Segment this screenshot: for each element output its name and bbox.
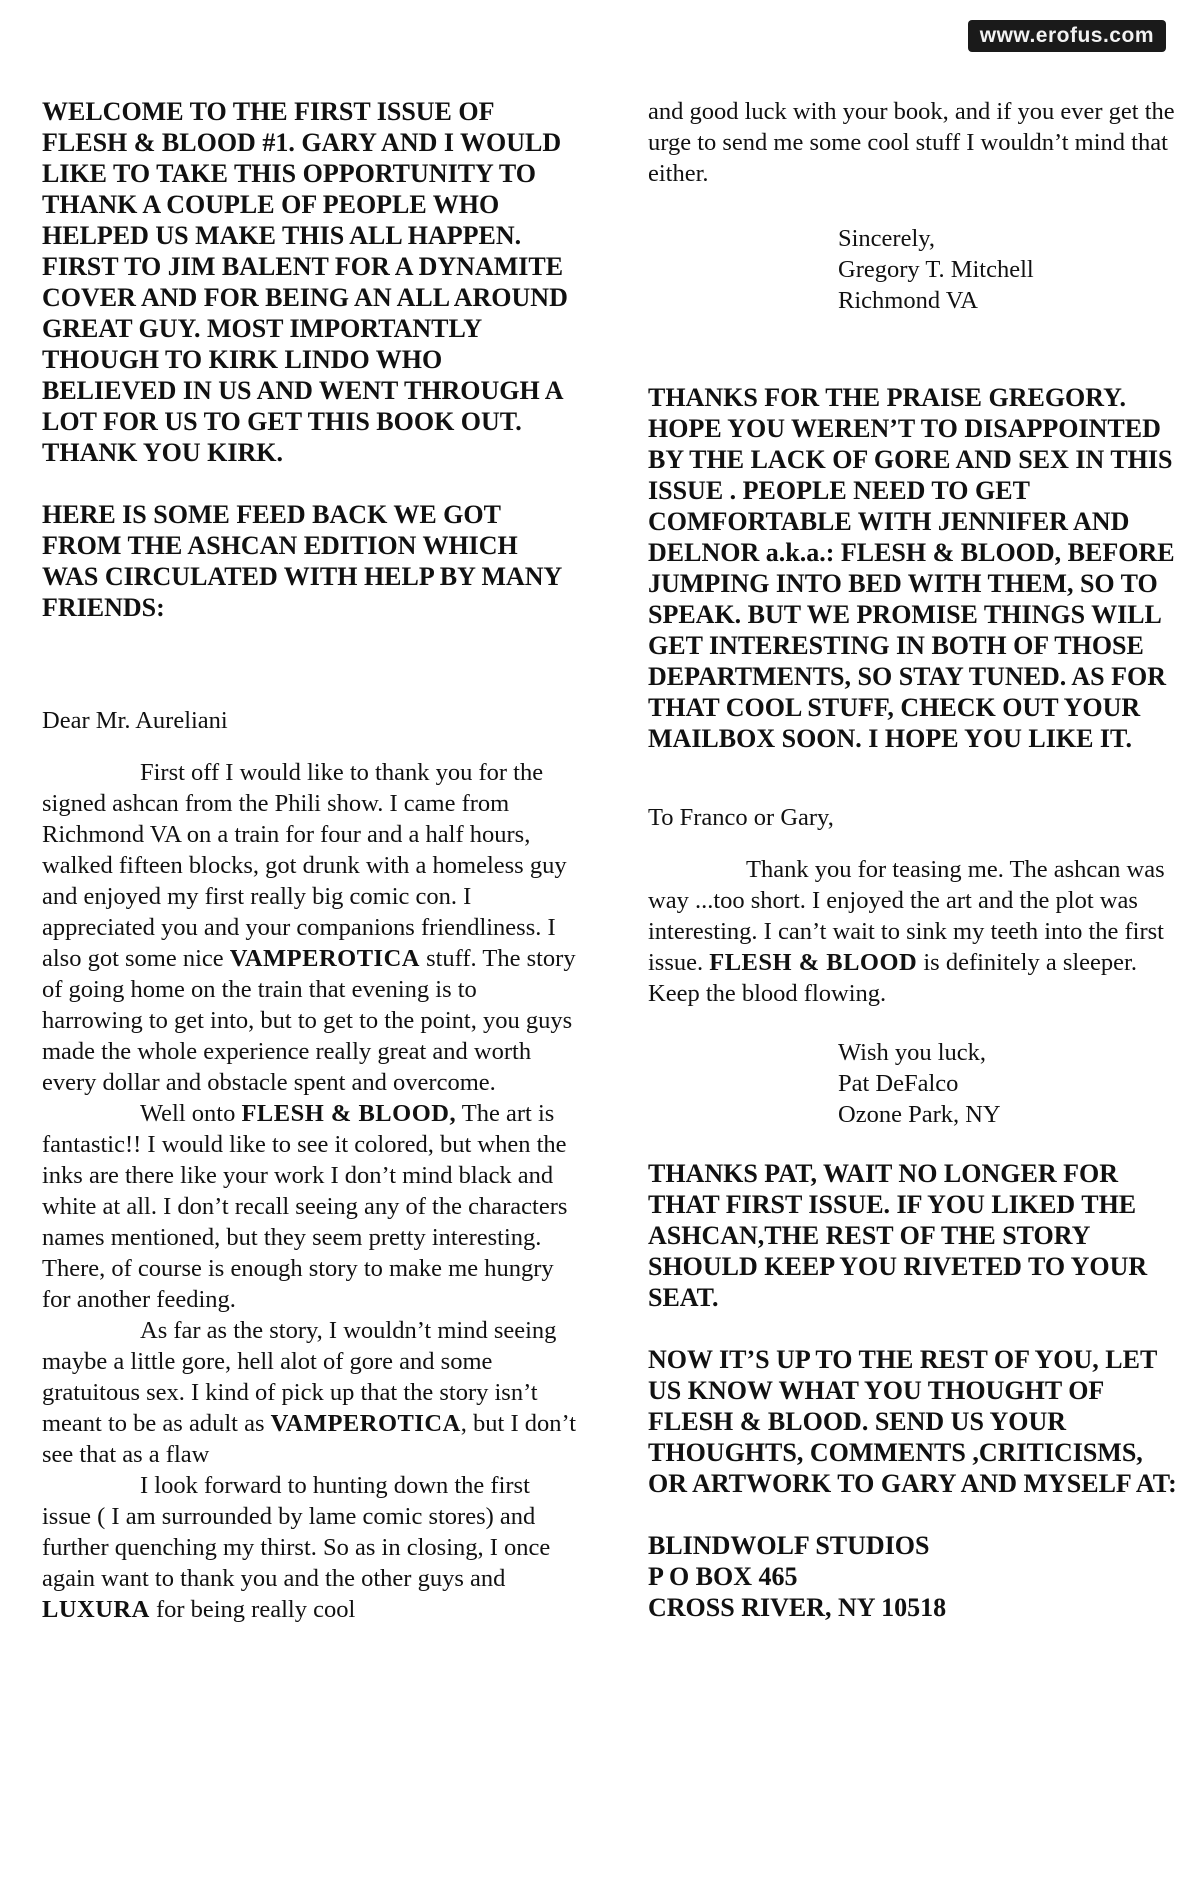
letter2-signature: [648, 1037, 1178, 1130]
editorial-intro: WELCOME TO THE FIRST ISSUE OF FLESH & BLOOD #1. GARY AND I WOULD LIKE TO TAKE THIS OPPORTUNITY TO THANK A COUPLE OF PEOPLE WHO HELPED US MAKE THIS ALL HAPPEN. FIRST TO JIM BALENT FOR A DYNAMITE COVER AND FOR BEING AN ALL AROUND GREAT GUY. MOST IMPORTANTLY THOUGH TO KIRK LINDO WHO BELIEVED IN US AND WENT THROUGH A LOT FOR US TO GET THIS BOOK OUT. THANK YOU KIRK.: [42, 97, 568, 467]
signature-line: Sincerely,: [838, 225, 936, 252]
signature-line: Richmond VA: [838, 287, 978, 314]
editor-reply-1: THANKS FOR THE PRAISE GREGORY. HOPE YOU WEREN’T TO DISAPPOINTED BY THE LACK OF GORE AND SEX IN THIS ISSUE . PEOPLE NEED TO GET COMFORTABLE WITH JENNIFER AND DELNOR a.k.a.: FLESH & BLOOD, BEFORE JUMPING INTO BED WITH THEM, SO TO SPEAK. BUT WE PROMISE THINGS WILL GET INTERESTING IN BOTH OF THOSE DEPARTMENTS, SO STAY TUNED. AS FOR THAT COOL STUFF, CHECK OUT YOUR MAILBOX SOON. I HOPE YOU LIKE IT.: [648, 383, 1175, 753]
letter1-salutation: Dear Mr. Aureliani: [42, 707, 228, 734]
signature-line: Wish you luck,: [838, 1039, 987, 1066]
title-mention: VAMPEROTICA: [270, 1410, 461, 1437]
closing-call-to-action: NOW IT’S UP TO THE REST OF YOU, LET US KNOW WHAT YOU THOUGHT OF FLESH & BLOOD. SEND US YOUR THOUGHTS, COMMENTS ,CRITICISMS, OR ARTWORK TO GARY AND MYSELF AT:: [648, 1345, 1177, 1498]
site-watermark: www.erofus.com: [968, 20, 1166, 52]
editor-reply-2: THANKS PAT, WAIT NO LONGER FOR THAT FIRST ISSUE. IF YOU LIKED THE ASHCAN,THE REST OF THE STORY SHOULD KEEP YOU RIVETED TO YOUR SEAT.: [648, 1159, 1148, 1312]
address-line: BLINDWOLF STUDIOS: [648, 1531, 930, 1560]
title-mention: FLESH & BLOOD: [709, 949, 918, 976]
letter2-salutation: To Franco or Gary,: [648, 804, 834, 831]
left-column: [42, 96, 577, 1625]
title-mention: LUXURA: [42, 1596, 150, 1623]
feedback-intro: HERE IS SOME FEED BACK WE GOT FROM THE ASHCAN EDITION WHICH WAS CIRCULATED WITH HELP BY MANY FRIENDS:: [42, 500, 562, 622]
address-line: CROSS RIVER, NY 10518: [648, 1593, 947, 1622]
letter1-paragraph-2: Well onto FLESH & BLOOD, The art is fantastic!! I would like to see it colored, but when the inks are there like your work I don’t mind black and white at all. I don’t recall seeing any of the characters names mentioned, but they seem pretty interesting. There, of course is enough story to make me hungry for another feeding.: [42, 1100, 568, 1313]
letter1-paragraph-3: As far as the story, I wouldn’t mind seeing maybe a little gore, hell alot of gore and some gratuitous sex. I kind of pick up that the story isn’t meant to be as adult as VAMPEROTICA, but I don’t see that as a flaw: [42, 1317, 577, 1468]
signature-line: Gregory T. Mitchell: [838, 256, 1034, 283]
title-mention: FLESH & BLOOD,: [241, 1100, 457, 1127]
letter1-paragraph-1: First off I would like to thank you for the signed ashcan from the Phili show. I came from Richmond VA on a train for four and a half hours, walked fifteen blocks, got drunk with a homeless guy and enjoyed my first really big comic con. I appreciated you and your companions friendliness. I also got some nice VAMPEROTICA stuff. The story of going home on the train that evening is to harrowing to get into, but to get to the point, you guys made the whole experience really great and worth every dollar and obstacle spent and overcome.: [42, 759, 576, 1096]
right-column: [648, 96, 1178, 1623]
signature-line: Pat DeFalco: [838, 1070, 959, 1097]
signature-line: Ozone Park, NY: [838, 1101, 1001, 1128]
address-line: P O BOX 465: [648, 1562, 798, 1591]
mailing-address: [648, 1530, 1178, 1623]
letter1-paragraph-4: I look forward to hunting down the first issue ( I am surrounded by lame comic stores) and further quenching my thirst. So as in closing, I once again want to thank you and the other guys and LUXURA for being really cool: [42, 1472, 551, 1623]
letter1-paragraph-5: and good luck with your book, and if you ever get the urge to send me some cool stuff I wouldn’t mind that either.: [648, 98, 1175, 187]
title-mention: VAMPEROTICA: [229, 945, 420, 972]
letter2-body: Thank you for teasing me. The ashcan was way ...too short. I enjoyed the art and the plot was interesting. I can’t wait to sink my teeth into the first issue. FLESH & BLOOD is definitely a sleeper. Keep the blood flowing.: [648, 856, 1165, 1007]
letter1-signature: [648, 223, 1178, 316]
